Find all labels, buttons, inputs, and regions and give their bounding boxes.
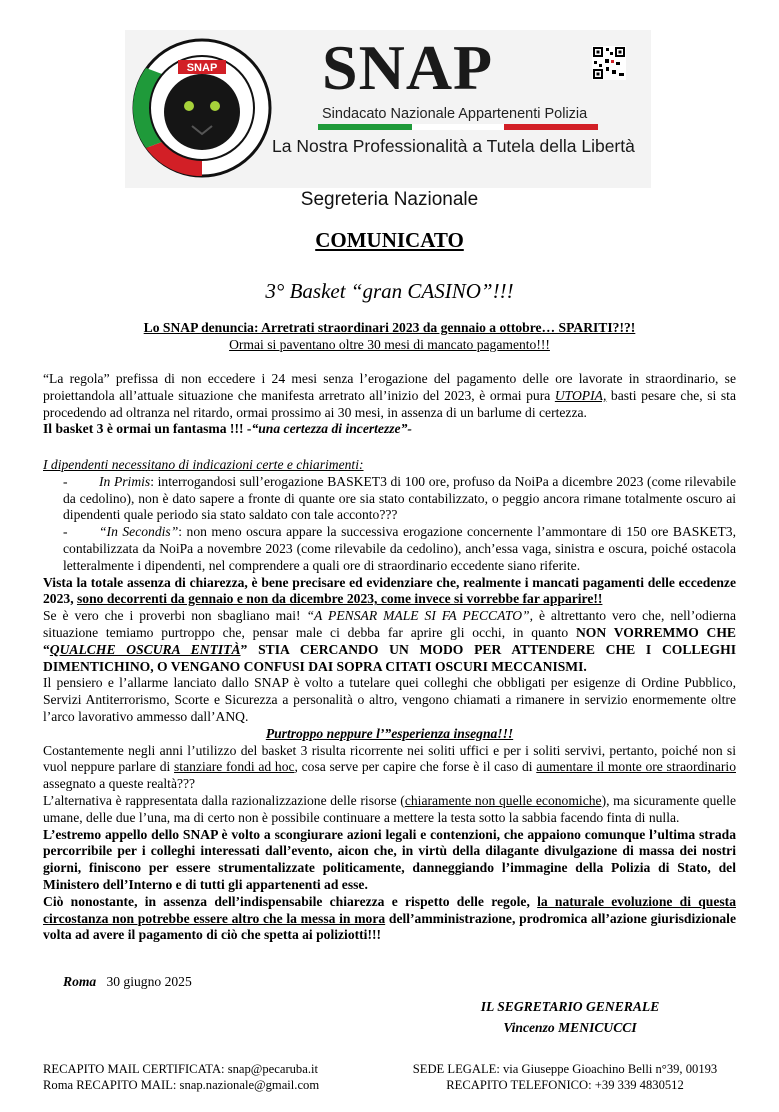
footer-phone: RECAPITO TELEFONICO: +39 339 4830512 — [446, 1078, 684, 1092]
paragraph-clarifications: I dipendenti necessitano di indicazioni certe e chiarimenti: - In Primis: interrogandosi sull’erogazione BASKET3 di 100 ore, profuso da NoiPa a dicembre 2023 (come rilevabile da cedolino), non è dato sapere a fronte di quante ore sia stato contabilizzato, o peggio ancora rimane totalmente oscuro ai dipendenti quale periodo sia stato saldato con tale acconto??? - “In Secondis”: non meno oscura appare la successiva erogazione concernente l’ammontare di 150 ore BASKET3, contabilizzata da NoiPa a novembre 2023 (come rilevabile da cedolino), anch’essa vaga, sinistra e oscura, poiché ostacola letteralmente i dipendenti, nel comprendere a quali ore di straordinario eccedente siano riferite. Vista la totale assenza di chiarezza, è bene precisare ed evidenziare che, realmente i mancati pagamenti delle eccedenze 2023, sono decorrenti da gennaio e non da dicembre 2023, come invece si vorrebbe far apparire!! Se è vero che i proverbi non sbagliano mai! “A PENSAR MALE SI FA PECCATO”, è altrettanto vero che, nell’odierna situazione temiamo purtroppo che, pensar male ci debba far aprire gli occhi, in quanto NON VORREMMO CHE “QUALCHE OSCURA ENTITÀ” STIA CERCANDO UN MODO PER ATTENDERE CHE I COLLEGHI DIMENTICHINO, O VENGANO CONFUSI DAI SOPRA CITATI OSCURI MECCANISMI. Il pensiero e l’allarme lanciato dallo SNAP è volto a tutelare quei colleghi che obbligati per esigenze di Ordine Pubblico, Servizi Antiterrorismo, Scorte e Sicurezza a personalità o altro, vengono chiamati a rimanere in servizio enormemente oltre l’arco lavorativo ammesso dall’ANQ. Purtroppo neppure l’”esperienza insegna!!! Costantemente negli anni l’utilizzo del basket 3 risulta ricorrente nei soliti uffici e per i soliti servivi, pertanto, poiché non si vuol neppure parlare di stanziare fondi ad hoc, cosa serve per capire che forse è il caso di aumentare il monte ore straordinario assegnato a queste realtà??? L’alternativa è rappresentata dalla razionalizzazione delle risorse (chiaramente non quelle economiche), ma sicuramente quelle umane, delle due l’una, ma di certo non è possibile continuare a mettere la testa sotto la sabbia facendo finta di nulla. L’estremo appello dello SNAP è volto a scongiurare azioni legali e contenzioni, che appaiono comunque l’ultima strada percorribile per i colleghi interessati dall’evento, aicon che, in virtù della dilagante divulgazione di massa dei nostri giorni, finiscono per essere strumentalizzate politicamente, danneggiando l’immagine della Polizia di Stato, del Ministero dell’Interno e di tutti gli appartenenti ad esse. Ciò nonostante, in assenza dell’indispensabile chiarezza e rispetto delle regole, la naturale evoluzione di questa circostanza non potrebbe essere altro che la messa in mora dell’amministrazione, prodromica all’azione giurisdizionale volta ad avere il pagamento di ciò che spetta ai poliziotti!!! — [43, 457, 736, 943]
footer-email: Roma RECAPITO MAIL: snap.nazionale@gmail.com — [43, 1078, 320, 1092]
signature-name: Vincenzo MENICUCCI — [503, 1020, 637, 1035]
signature-title: IL SEGRETARIO GENERALE — [480, 999, 660, 1014]
svg-text:SNAP: SNAP — [186, 62, 218, 74]
organization-name: Sindacato Nazionale Appartenenti Polizia — [322, 106, 588, 122]
tagline: La Nostra Professionalità a Tutela della Libertà — [272, 136, 635, 156]
paragraph-rule: “La regola” prefissa di non eccedere i 24 mesi senza l’erogazione del pagamento delle ore lavorate in straordinario, se proiettandola all’attuale situazione che manifesta arretrato all’inizio del 2023, è ormai pura UTOPIA, basti pesare che, si sta procedendo ad oltranza nel ritardo, ormai prossimo ai 30 mesi, in assenza di un barlume di certezza. Il basket 3 è ormai un fantasma !!! -“una certezza di incertezze”- — [43, 371, 736, 437]
subheadline-2: Ormai si paventano oltre 30 mesi di mancato pagamento!!! — [229, 337, 550, 352]
headline: 3° Basket “gran CASINO”!!! — [265, 279, 514, 303]
footer-pec: RECAPITO MAIL CERTIFICATA: snap@pecaruba.it — [43, 1062, 318, 1076]
segreteria-heading: Segreteria Nazionale — [300, 189, 479, 210]
footer-sede: SEDE LEGALE: via Giuseppe Gioachino Belli n°39, 00193 — [412, 1062, 718, 1076]
place-date: Roma 30 giugno 2025 — [63, 974, 192, 989]
snap-seal-logo — [132, 38, 272, 178]
logo-title: SNAP — [322, 32, 494, 103]
comunicato-title: COMUNICATO — [315, 228, 464, 252]
footer-address — [395, 1061, 735, 1093]
flag-stripe — [318, 124, 598, 130]
qr-code-icon — [592, 46, 626, 80]
footer-contacts — [43, 1061, 363, 1093]
subheadline-1: Lo SNAP denuncia: Arretrati straordinari 2023 da gennaio a ottobre… SPARITI?!?! — [143, 320, 636, 335]
